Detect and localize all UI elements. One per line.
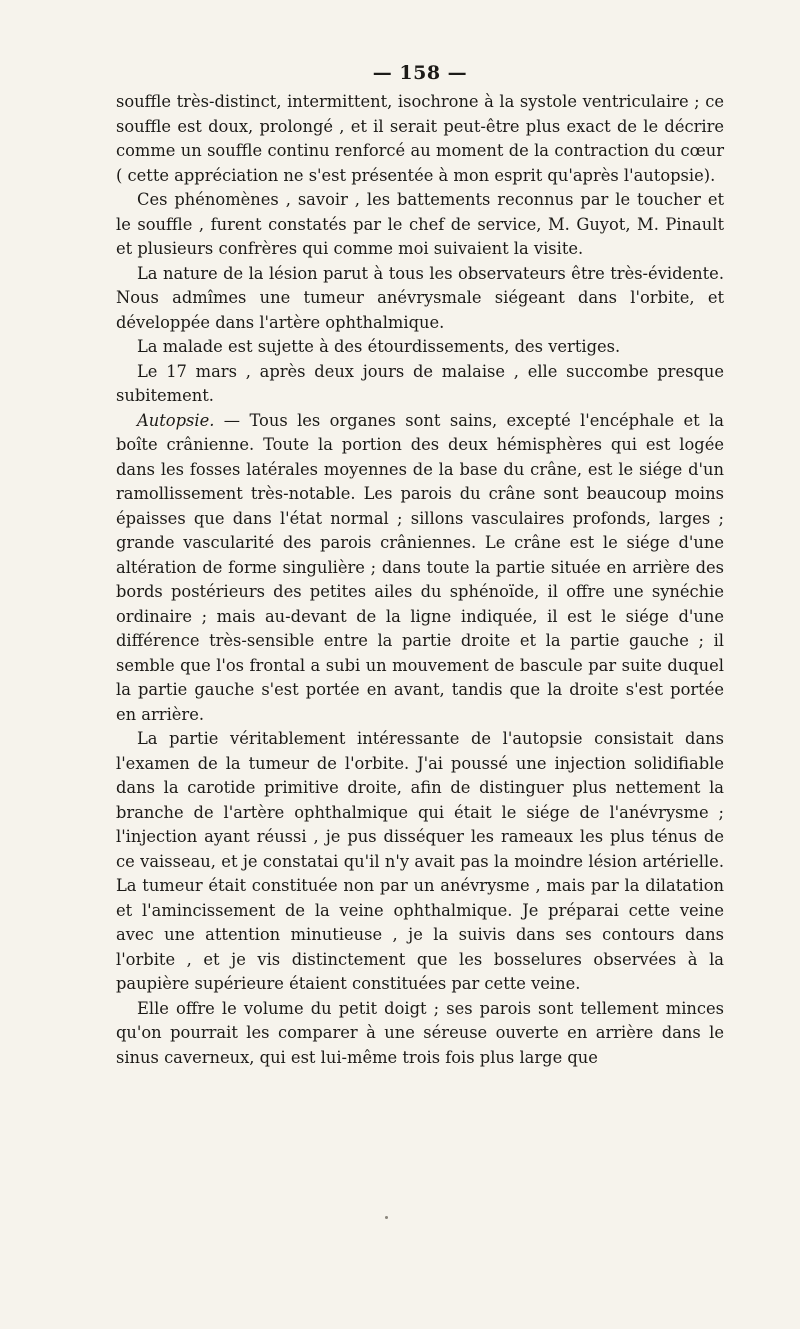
paragraph-autopsie — [116, 409, 724, 728]
autopsie-heading: Autopsie. — [137, 410, 215, 430]
paragraph-1: souffle très-distinct, intermittent, isochrone à la systole ventriculaire ; ce souffle est doux, prolongé , et il serait peut-être plus exact de le décrire comme un souffle continu renforcé au moment de la contraction du cœur ( cette appréciation ne s'est présentée à mon esprit qu'après l'autopsie). — [116, 92, 724, 185]
page-number: — 158 — — [372, 62, 468, 84]
ink-speck — [385, 1216, 388, 1219]
paragraph-5: Le 17 mars , après deux jours de malaise , elle succombe presque subitement. — [116, 361, 724, 405]
paragraph-7: La partie véritablement intéressante de l'autopsie consistait dans l'examen de la tumeur de l'orbite. J'ai poussé une injection solidifiable dans la carotide primitive droite, afin de distinguer plus nettement la branche de l'artère ophthalmique qui était le siége de l'anévrysme ; l'injection ayant réussi , je pus disséquer les rameaux les plus ténus de ce vaisseau, et je constatai qu'il n'y avait pas la moindre lésion artérielle. La tumeur était constituée non par un anévrysme , mais par la dilatation et l'amincissement de la veine ophthalmique. Je préparai cette veine avec une attention minutieuse , je la suivis dans ses contours dans l'orbite , et je vis distinctement que les bosselures observées à la paupière supérieure étaient constituées par cette veine. — [116, 729, 724, 993]
page-content — [116, 62, 724, 1070]
autopsie-text: — Tous les organes sont sains, excepté l'encéphale et la boîte crânienne. Toute la portion des deux hémisphères qui est logée dans les fosses latérales moyennes de la base du crâne, est le siége d'un ramollissement très-notable. Les parois du crâne sont beaucoup moins épaisses que dans l'état normal ; sillons vasculaires profonds, larges ; grande vascularité des parois crâniennes. Le crâne est le siége d'une altération de forme singulière ; dans toute la partie située en arrière des bords postérieurs des petites ailes du sphénoïde, il offre une synéchie ordinaire ; mais au-devant de la ligne indiquée, il est le siége d'une différence très-sensible entre la partie droite et la partie gauche ; il semble que l'os frontal a subi un mouvement de bascule par suite duquel la partie gauche s'est portée en avant, tandis que la droite s'est portée en arrière. — [116, 410, 724, 724]
paragraph-4: La malade est sujette à des étourdissements, des vertiges. — [137, 337, 621, 356]
paragraph-3: La nature de la lésion parut à tous les observateurs être très-évidente. Nous admîmes une tumeur anévrysmale siégeant dans l'orbite, et développée dans l'artère ophthalmique. — [116, 263, 724, 332]
paragraph-2: Ces phénomènes , savoir , les battements reconnus par le toucher et le souffle , furent constatés par le chef de service, M. Guyot, M. Pinault et plusieurs confrères qui comme moi suivaient la visite. — [116, 190, 724, 258]
paragraph-8: Elle offre le volume du petit doigt ; ses parois sont tellement minces qu'on pourrait les comparer à une séreuse ouverte en arrière dans le sinus caverneux, qui est lui-même trois fois plus large que — [116, 998, 724, 1067]
